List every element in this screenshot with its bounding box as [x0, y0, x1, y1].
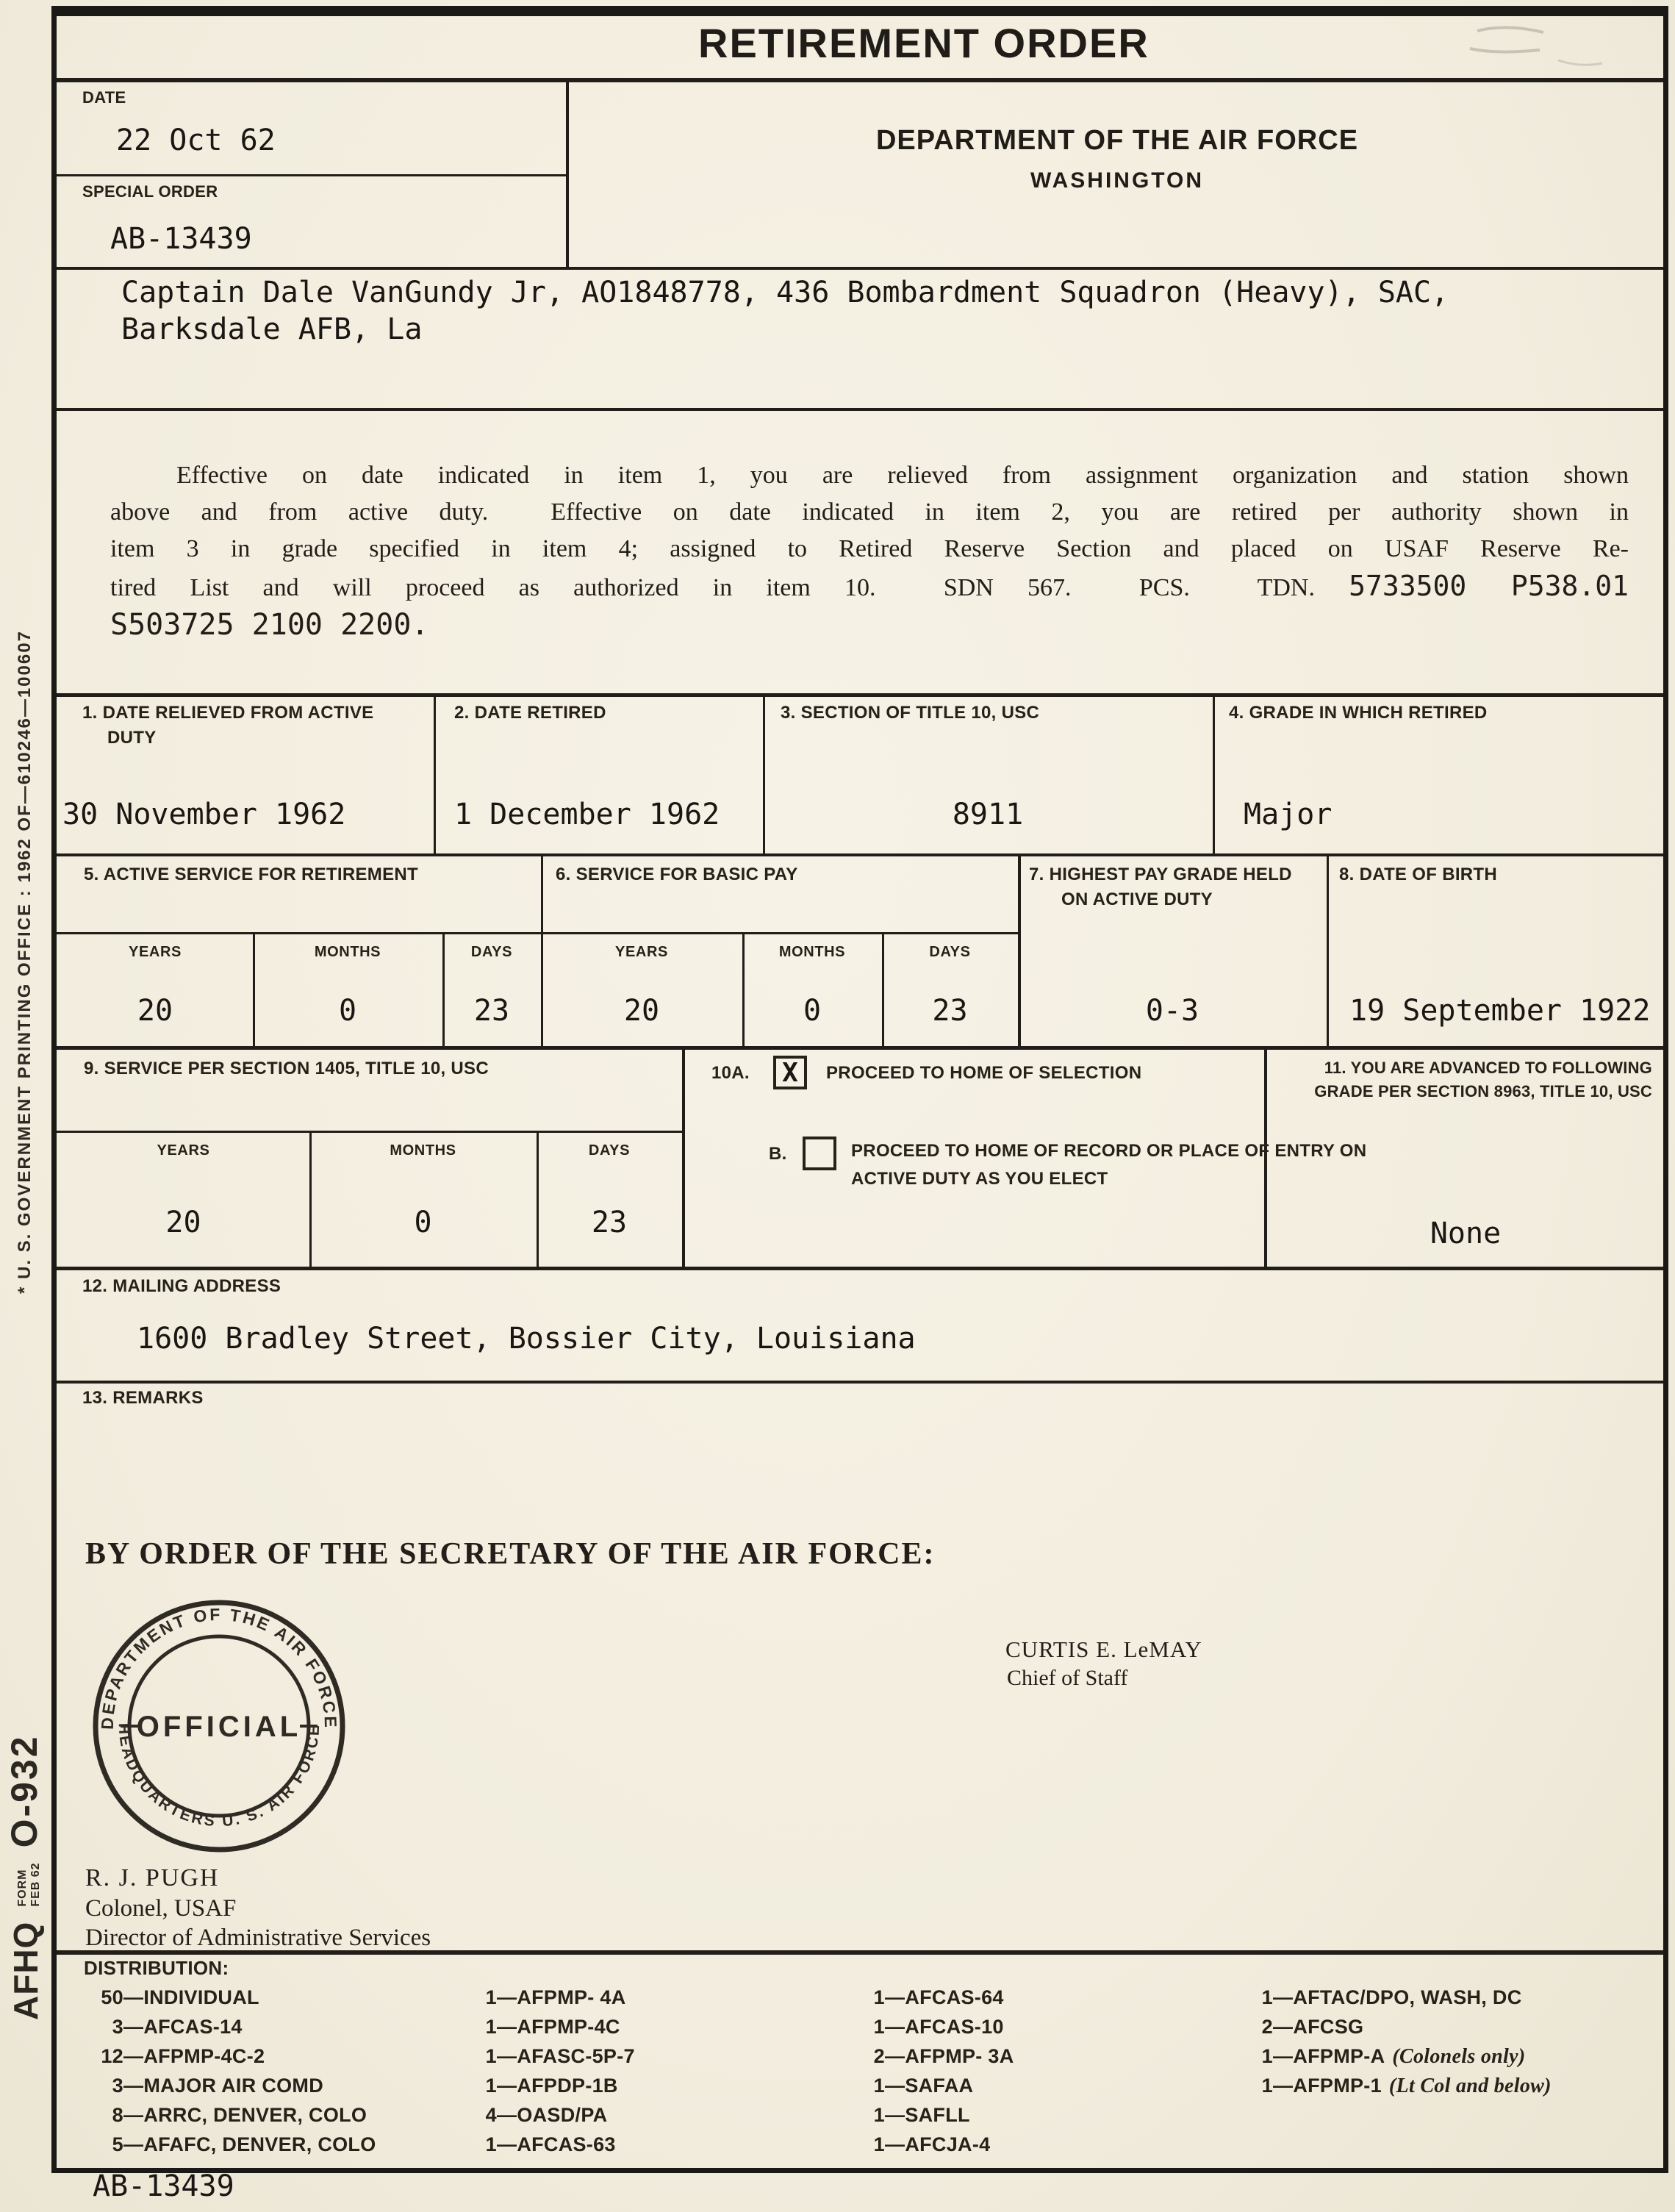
dist-dash: —	[123, 2104, 144, 2126]
item8-value: 19 September 1922	[1349, 994, 1651, 1028]
row1-bottom-divider	[57, 853, 1663, 856]
row2-divider-3	[1327, 856, 1329, 1048]
dist-office: AFAFC, DENVER, COLO	[143, 2133, 376, 2155]
distribution-entry	[860, 2075, 1014, 2104]
dist-dash: —	[1273, 2045, 1294, 2067]
item6-days-value: 23	[932, 994, 968, 1028]
dist-count: 1	[485, 1986, 497, 2008]
row1-divider-3	[1213, 695, 1215, 855]
form-number: O-932	[4, 1734, 45, 1848]
form-number-block	[6, 1734, 43, 2020]
date-value: 22 Oct 62	[116, 124, 276, 157]
by-order-line: BY ORDER OF THE SECRETARY OF THE AIR FORCE:	[85, 1537, 936, 1571]
item9-months-value: 0	[414, 1206, 432, 1239]
form-title: RETIREMENT ORDER	[698, 20, 1149, 66]
item1-label-2: DUTY	[107, 728, 157, 748]
dist-count: 2	[873, 2045, 885, 2067]
dist-dash: —	[885, 2133, 905, 2155]
distribution-entry	[1248, 2016, 1552, 2045]
dist-count: 2	[1261, 2016, 1273, 2038]
dist-dash: —	[497, 2104, 517, 2126]
dist-count: 50	[101, 1986, 123, 2008]
dist-office: AFPMP- 3A	[905, 2045, 1014, 2067]
signer-rank: Colonel, USAF	[85, 1895, 237, 1922]
agency-name: DEPARTMENT OF THE AIR FORCE	[875, 125, 1359, 156]
item6-years-value: 20	[623, 994, 660, 1028]
item7-value: 0-3	[1145, 994, 1199, 1028]
dist-office: AFCJA-4	[905, 2133, 991, 2155]
dist-office: INDIVIDUAL	[143, 1986, 259, 2008]
item12-label: 12. MAILING ADDRESS	[82, 1276, 281, 1296]
signer-name: R. J. PUGH	[85, 1864, 220, 1891]
item10b-checkbox	[803, 1137, 836, 1170]
item5-days-header: DAYS	[470, 944, 513, 960]
distribution-entry	[860, 2104, 1014, 2133]
dist-dash: —	[885, 1986, 905, 2008]
dist-dash: —	[123, 2133, 144, 2155]
dist-count: 8	[112, 2104, 123, 2126]
date-special-divider	[57, 174, 569, 176]
distribution-entry	[472, 2133, 635, 2163]
body-line-3: item 3 in grade specified in item 4; assigned to Retired Reserve Section and placed on USAF Reserve Re-	[110, 535, 1629, 562]
dist-count: 5	[112, 2133, 123, 2155]
dist-dash: —	[1273, 1986, 1294, 2008]
item13-label: 13. REMARKS	[82, 1388, 204, 1408]
dist-office: AFPMP- 4A	[517, 1986, 626, 2008]
dist-note: (Colonels only)	[1392, 2045, 1526, 2068]
body-line-4-typed: 5733500 P538.01	[1349, 570, 1629, 602]
dist-office: AFPMP-A	[1293, 2045, 1385, 2067]
item6-months-header: MONTHS	[778, 944, 846, 960]
dist-office: AFPMP-4C-2	[143, 2045, 265, 2067]
distribution-entry	[84, 2104, 376, 2133]
distribution-entry	[84, 2045, 376, 2075]
dist-office: MAJOR AIR COMD	[143, 2075, 324, 2097]
dist-note: (Lt Col and below)	[1388, 2075, 1552, 2097]
distribution-entry	[860, 2045, 1014, 2075]
item11-label-2: GRADE PER SECTION 8963, TITLE 10, USC	[1314, 1082, 1652, 1100]
distribution-entry	[84, 2133, 376, 2163]
item7-label-2: ON ACTIVE DUTY	[1061, 890, 1213, 909]
dist-count: 1	[873, 1986, 885, 2008]
item4-label: 4. GRADE IN WHICH RETIRED	[1229, 703, 1488, 723]
row2-bottom-divider	[57, 1046, 1663, 1050]
dist-count: 1	[873, 2075, 885, 2097]
agency-city: WASHINGTON	[1030, 168, 1205, 193]
chief-title: Chief of Staff	[1007, 1666, 1128, 1690]
dist-dash: —	[885, 2016, 905, 2038]
distribution-column-3	[860, 1986, 1014, 2163]
item10a-checkbox-mark: X	[782, 1057, 798, 1088]
addressee-line-1: Captain Dale VanGundy Jr, AO1848778, 436 Bombardment Squadron (Heavy), SAC,	[121, 276, 1449, 309]
item11-label-1: 11. YOU ARE ADVANCED TO FOLLOWING	[1324, 1059, 1652, 1077]
distribution-entry	[84, 1986, 376, 2016]
distribution-entry	[860, 2016, 1014, 2045]
item4-value: Major	[1244, 798, 1333, 831]
dist-dash: —	[497, 2016, 517, 2038]
dist-office: AFPDP-1B	[517, 2075, 618, 2097]
dist-count: 4	[485, 2104, 497, 2126]
dist-count: 12	[101, 2045, 123, 2067]
item5-label: 5. ACTIVE SERVICE FOR RETIREMENT	[84, 865, 418, 884]
distribution-column-1	[84, 1986, 376, 2163]
dist-count: 1	[873, 2016, 885, 2038]
dist-office: AFASC-5P-7	[517, 2045, 635, 2067]
dist-office: SAFAA	[905, 2075, 974, 2097]
item10b-text-1: PROCEED TO HOME OF RECORD OR PLACE OF ENTRY ON	[851, 1141, 1367, 1161]
item10b-text-2: ACTIVE DUTY AS YOU ELECT	[851, 1169, 1108, 1189]
distribution-entry	[860, 1986, 1014, 2016]
item2-label: 2. DATE RETIRED	[454, 703, 606, 723]
dist-count: 1	[485, 2133, 497, 2155]
dist-dash: —	[497, 2045, 517, 2067]
dist-count: 1	[485, 2075, 497, 2097]
item5-days-value: 23	[473, 994, 510, 1028]
item11-value: None	[1430, 1217, 1502, 1250]
dist-office: AFCAS-10	[905, 2016, 1004, 2038]
dist-dash: —	[123, 2016, 144, 2038]
item5-months-value: 0	[338, 994, 357, 1028]
row3-divider-1	[682, 1048, 685, 1268]
item11-label-block	[1273, 1059, 1652, 1101]
distribution-column-2	[472, 1986, 635, 2163]
body-line-5	[110, 606, 1629, 645]
dist-count: 1	[873, 2133, 885, 2155]
item5-months-header: MONTHS	[314, 944, 381, 960]
item9-days-value: 23	[591, 1206, 628, 1239]
header-column-divider	[566, 81, 569, 268]
item10a-number: 10A.	[711, 1063, 750, 1083]
distribution-entry	[472, 2104, 635, 2133]
dist-office: AFTAC/DPO, WASH, DC	[1293, 1986, 1522, 2008]
dist-office: AFPMP-1	[1293, 2075, 1382, 2097]
body-line-4	[110, 568, 1629, 606]
order-body-paragraph	[110, 457, 1629, 645]
dist-count: 3	[112, 2075, 123, 2097]
distribution-label: DISTRIBUTION:	[84, 1957, 229, 1979]
item1-value: 30 November 1962	[62, 798, 346, 831]
distribution-entry	[1248, 1986, 1552, 2016]
item9-years-value: 20	[165, 1206, 201, 1239]
signer-title: Director of Administrative Services	[85, 1925, 431, 1951]
item6-years-header: YEARS	[615, 944, 668, 960]
distribution-entry	[84, 2075, 376, 2104]
item6-label: 6. SERVICE FOR BASIC PAY	[556, 865, 798, 884]
item9-months-header: MONTHS	[390, 1142, 456, 1159]
dist-office: AFCAS-63	[517, 2133, 616, 2155]
form-agency: AFHQ	[7, 1921, 45, 2020]
item1-label: 1. DATE RELIEVED FROM ACTIVE	[82, 703, 374, 723]
header-bottom-divider	[57, 267, 1663, 270]
dist-dash: —	[885, 2104, 905, 2126]
item3-value: 8911	[952, 798, 1024, 831]
dist-dash: —	[885, 2045, 905, 2067]
item5-years-value: 20	[137, 994, 173, 1028]
addressee-line-2: Barksdale AFB, La	[121, 312, 423, 346]
dist-dash: —	[885, 2075, 905, 2097]
item3-label: 3. SECTION OF TITLE 10, USC	[781, 703, 1040, 723]
dist-office: AFCAS-64	[905, 1986, 1004, 2008]
item5-years-header: YEARS	[129, 944, 182, 960]
dist-dash: —	[123, 2045, 144, 2067]
row3-bottom-divider	[57, 1267, 1663, 1270]
form-date: FEB 62	[29, 1862, 42, 1907]
dist-dash: —	[1273, 2075, 1294, 2097]
dist-dash: —	[497, 2133, 517, 2155]
form-edition	[16, 1862, 43, 1906]
dist-office: SAFLL	[905, 2104, 970, 2126]
title-bar-divider	[57, 78, 1663, 82]
item10a-text: PROCEED TO HOME OF SELECTION	[826, 1063, 1142, 1083]
item7-label: 7. HIGHEST PAY GRADE HELD	[1029, 865, 1292, 884]
form-word: FORM	[16, 1869, 29, 1907]
dist-office: AFCSG	[1293, 2016, 1364, 2038]
body-line-1: Effective on date indicated in item 1, you are relieved from assignment organization and station shown	[176, 462, 1629, 489]
distribution-entry	[1248, 2045, 1552, 2075]
item10b-number: B.	[769, 1144, 787, 1164]
dist-count: 1	[873, 2104, 885, 2126]
distribution-entry	[472, 1986, 635, 2016]
row3-subheader-divider	[57, 1131, 682, 1133]
dist-office: ARRC, DENVER, COLO	[143, 2104, 367, 2126]
agency-block	[570, 125, 1665, 193]
dist-count: 1	[485, 2016, 497, 2038]
dist-dash: —	[123, 1986, 144, 2008]
footer-order-number: AB-13439	[93, 2169, 234, 2203]
item2-value: 1 December 1962	[454, 798, 720, 831]
dist-count: 1	[485, 2045, 497, 2067]
body-line-4-printed: tired List and will proceed as authorized in item 10. SDN 567. PCS. TDN.	[110, 574, 1315, 601]
dist-count: 1	[1261, 1986, 1273, 2008]
body-line-2: above and from active duty. Effective on date indicated in item 2, you are retired per authority shown in	[110, 498, 1629, 526]
stamp-center-text: OFFICIAL	[136, 1711, 302, 1743]
dist-dash: —	[497, 1986, 517, 2008]
item9-days-header: DAYS	[588, 1142, 631, 1159]
item10a-checkbox	[773, 1056, 807, 1089]
dist-dash: —	[123, 2075, 144, 2097]
grid-top-divider	[57, 693, 1663, 697]
chief-name: CURTIS E. LeMAY	[1005, 1636, 1202, 1662]
body-line-5-typed: S503725 2100 2200.	[110, 608, 429, 642]
distribution-entry	[860, 2133, 1014, 2163]
special-order-label: SPECIAL ORDER	[82, 182, 218, 201]
row1-divider-1	[434, 695, 436, 855]
mailing-bottom-divider	[57, 1381, 1663, 1384]
date-label: DATE	[82, 88, 126, 107]
distribution-entry	[1248, 2075, 1552, 2104]
item8-label: 8. DATE OF BIRTH	[1339, 865, 1498, 884]
distribution-entry	[472, 2075, 635, 2104]
special-order-value: AB-13439	[110, 222, 252, 256]
item12-value: 1600 Bradley Street, Bossier City, Louisiana	[137, 1322, 916, 1356]
distribution-entry	[84, 2016, 376, 2045]
dist-office: OASD/PA	[517, 2104, 608, 2126]
distribution-entry	[472, 2045, 635, 2075]
stamp-top-text: DEPARTMENT OF THE AIR FORCE	[97, 1604, 341, 1730]
dist-count: 1	[1261, 2045, 1273, 2067]
dist-dash: —	[1273, 2016, 1294, 2038]
item6-months-value: 0	[803, 994, 822, 1028]
dist-office: AFPMP-4C	[517, 2016, 620, 2038]
dist-dash: —	[497, 2075, 517, 2097]
distribution-entry	[472, 2016, 635, 2045]
stamp-bottom-text: HEADQUARTERS U. S. AIR FORCE	[115, 1722, 323, 1830]
distribution-column-4	[1248, 1986, 1552, 2104]
addressee-bottom-divider	[57, 408, 1663, 411]
dist-count: 3	[112, 2016, 123, 2038]
row2-subheader-divider	[57, 932, 1018, 934]
dist-office: AFCAS-14	[143, 2016, 243, 2038]
item9-years-header: YEARS	[157, 1142, 210, 1159]
official-seal-stamp	[87, 1594, 351, 1858]
item6-days-header: DAYS	[929, 944, 971, 960]
gpo-imprint-line: * U. S. GOVERNMENT PRINTING OFFICE : 1962 OF—610246—100607	[15, 630, 35, 1294]
item9-label: 9. SERVICE PER SECTION 1405, TITLE 10, USC	[84, 1059, 489, 1078]
dist-count: 1	[1261, 2075, 1273, 2097]
